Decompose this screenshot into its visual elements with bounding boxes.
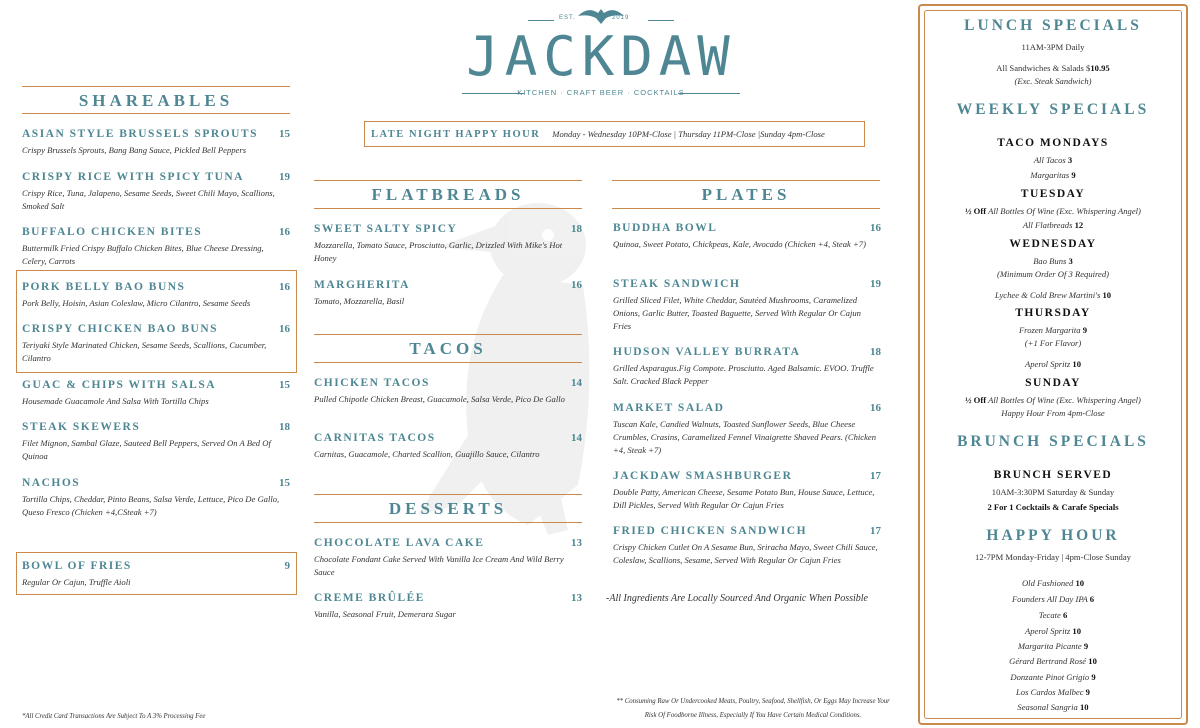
happy-hour-item xyxy=(924,626,1182,636)
item-name: CHOCOLATE LAVA CAKE xyxy=(314,537,485,549)
brunch-deal: 2 For 1 Cocktails & Carafe Specials xyxy=(987,502,1119,512)
item-price: 15 xyxy=(279,379,290,391)
hh-item-price: 10 xyxy=(1088,656,1097,666)
item-description: Double Patty, American Cheese, Sesame Potato Bun, House Sauce, Lettuce, Dill Pickles, Served With Regular Or Cajun Fries xyxy=(613,487,875,510)
late-night-title: LATE NIGHT HAPPY HOUR xyxy=(371,128,541,140)
item-description: Crispy Rice, Tuna, Jalapeno, Sesame Seeds, Sweet Chili Mayo, Scallions, Smoked Salt xyxy=(22,188,275,211)
all-tacos-line xyxy=(924,155,1182,165)
shareables-rule-bottom xyxy=(22,113,290,114)
item-name: CRISPY CHICKEN BAO BUNS xyxy=(22,323,219,335)
item-description: Buttermilk Fried Crispy Buffalo Chicken Bites, Blue Cheese Dressing, Celery, Carrots xyxy=(22,243,264,266)
plates-title: PLATES xyxy=(701,185,791,204)
hh-item-price: 10 xyxy=(1075,578,1085,588)
item-price: 16 xyxy=(279,226,290,238)
item-price: 14 xyxy=(571,432,582,444)
item-price: 14 xyxy=(571,377,582,389)
lychee-price: 10 xyxy=(1102,290,1112,300)
frozen-margarita-line xyxy=(924,325,1182,335)
menu-item xyxy=(22,421,290,463)
tacos-title: TACOS xyxy=(409,339,487,358)
menu-item xyxy=(22,477,290,519)
menu-item xyxy=(314,592,582,621)
menu-item xyxy=(613,402,881,457)
raw-food-warning-line-2: Risk Of Foodborne Illness, Especially If You Have Certain Medical Conditions. xyxy=(644,712,862,719)
item-description: Crispy Chicken Cutlet On A Sesame Bun, Sriracha Mayo, Sweet Chili Sauce, Coleslaw, Scallions, Sesame, Served With Regular Or Cajun Fries xyxy=(613,542,878,565)
menu-item xyxy=(613,525,881,567)
aperol-thursday-line xyxy=(924,359,1182,369)
item-description: Mozzarella, Tomato Sauce, Prosciutto, Garlic, Drizzled With Mike's Hot Honey xyxy=(314,240,563,263)
item-price: 16 xyxy=(870,222,881,234)
flatbreads-rule-bottom xyxy=(314,208,582,209)
late-night-hours: Monday - Wednesday 10PM-Close | Thursday 11PM-Close |Sunday 4pm-Close xyxy=(552,129,825,139)
desserts-title: DESSERTS xyxy=(388,499,508,518)
flatbreads-special-price: 12 xyxy=(1074,220,1084,230)
happy-hour-item xyxy=(924,610,1182,620)
item-price: 17 xyxy=(870,470,881,482)
item-name: GUAC & CHIPS WITH SALSA xyxy=(22,379,217,391)
happy-hour-item xyxy=(924,687,1182,697)
lychee-line xyxy=(924,290,1182,300)
item-name: MARKET SALAD xyxy=(613,402,725,414)
flatbreads-special-line xyxy=(924,220,1182,230)
item-price: 18 xyxy=(571,223,582,235)
item-description: Chocolate Fondant Cake Served With Vanilla Ice Cream And Wild Berry Sauce xyxy=(314,554,564,577)
happy-hour-hours: 12-7PM Monday-Friday | 4pm-Close Sunday xyxy=(975,552,1131,562)
item-description: Pork Belly, Hoisin, Asian Coleslaw, Micro Cilantro, Sesame Seeds xyxy=(22,298,251,308)
item-price: 19 xyxy=(279,171,290,183)
menu-item xyxy=(314,279,582,308)
lunch-specials-title: LUNCH SPECIALS xyxy=(964,17,1142,34)
lunch-deal-text: All Sandwiches & Salads $ xyxy=(996,63,1091,73)
tuesday-heading: TUESDAY xyxy=(1020,188,1086,200)
item-price: 13 xyxy=(571,592,582,604)
item-price: 15 xyxy=(279,477,290,489)
item-name: PORK BELLY BAO BUNS xyxy=(22,281,186,293)
lunch-hours: 11AM-3PM Daily xyxy=(1021,42,1085,52)
item-name: CHICKEN TACOS xyxy=(314,377,430,389)
item-name: STEAK SKEWERS xyxy=(22,421,141,433)
happy-hour-item xyxy=(924,702,1182,712)
item-description: Quinoa, Sweet Potato, Chickpeas, Kale, Avocado (Chicken +4, Steak +7) xyxy=(613,239,866,249)
item-name: BUDDHA BOWL xyxy=(613,222,718,234)
bao-buns-line xyxy=(924,256,1182,266)
plates-rule-bottom xyxy=(612,208,880,209)
item-price: 15 xyxy=(279,128,290,140)
flatbreads-rule-top xyxy=(314,180,582,181)
taco-mondays-heading: TACO MONDAYS xyxy=(997,137,1109,149)
logo-year: 2019 xyxy=(612,15,630,21)
hh-item-name: Founders All Day IPA xyxy=(1011,594,1090,604)
bao-buns-price: 3 xyxy=(1068,256,1073,266)
happy-hour-item xyxy=(924,578,1182,588)
hh-item-name: Gérard Bertrand Rosé xyxy=(1009,656,1089,666)
plates-rule-top xyxy=(612,180,880,181)
brunch-specials-title: BRUNCH SPECIALS xyxy=(957,433,1149,450)
item-price: 18 xyxy=(870,346,881,358)
tacos-rule-bottom xyxy=(314,362,582,363)
logo-rule-left xyxy=(528,20,554,21)
item-name: NACHOS xyxy=(22,477,81,489)
flavor-line: (+1 For Flavor) xyxy=(1024,338,1082,348)
sunday-wine-line xyxy=(924,395,1182,405)
item-name: BOWL OF FRIES xyxy=(22,560,132,572)
hh-item-name: Los Cardos Malbec xyxy=(1016,687,1086,697)
late-night-happy-hour-box xyxy=(364,121,865,147)
hh-item-name: Seasonal Sangria xyxy=(1017,702,1080,712)
hh-item-name: Old Fashioned xyxy=(1021,578,1076,588)
item-description: Carnitas, Guacamole, Charted Scallion, Guajillo Sauce, Cilantro xyxy=(314,449,540,459)
flatbreads-special-text: All Flatbreads xyxy=(1022,220,1075,230)
menu-item xyxy=(314,223,582,265)
bao-minimum-line: (Minimum Order Of 3 Required) xyxy=(996,269,1110,279)
item-description: Tomato, Mozzarella, Basil xyxy=(314,296,405,306)
item-name: BUFFALO CHICKEN BITES xyxy=(22,226,203,238)
item-description: Crispy Brussels Sprouts, Bang Bang Sauce, Pickled Bell Peppers xyxy=(22,145,247,155)
item-name: STEAK SANDWICH xyxy=(613,278,741,290)
menu-item xyxy=(613,222,881,251)
flatbreads-title: FLATBREADS xyxy=(371,185,525,204)
item-price: 9 xyxy=(284,560,290,572)
lychee-text: Lychee & Cold Brew Martini's xyxy=(994,290,1103,300)
hh-item-name: Margarita Picante xyxy=(1017,641,1084,651)
aperol-thursday-price: 10 xyxy=(1072,359,1082,369)
lunch-deal xyxy=(924,63,1182,73)
logo-wordmark: JACKDAW xyxy=(466,25,736,88)
item-description: Grilled Asparagus.Fig Compote. Prosciutto. Aged Balsamic. EVOO. Truffle Salt. Cracked Black Pepper xyxy=(613,363,874,386)
item-name: CREME BRÛLÉE xyxy=(314,592,425,604)
menu-item xyxy=(314,537,582,579)
item-name: ASIAN STYLE BRUSSELS SPROUTS xyxy=(22,128,258,140)
frozen-margarita-text: Frozen Margarita xyxy=(1018,325,1083,335)
tuesday-wine-text: All Bottles Of Wine (Exc. Whispering Angel) xyxy=(986,206,1141,216)
item-description: Filet Mignon, Sambal Glaze, Sauteed Bell Peppers, Served On A Bed Of Quinoa xyxy=(22,438,271,461)
menu-item xyxy=(22,560,290,589)
item-description: Teriyaki Style Marinated Chicken, Sesame Seeds, Scallions, Cucumber, Cilantro xyxy=(22,340,267,363)
hh-item-price: 6 xyxy=(1062,610,1068,620)
happy-hour-item xyxy=(924,641,1182,651)
item-description: Grilled Sliced Filet, White Cheddar, Sautéed Mushrooms, Caramelized Onions, Garlic Butter, Toasted Baguette, Served With Regular Or Cajun Fries xyxy=(613,295,861,331)
menu-item xyxy=(613,470,881,512)
item-description: Tortilla Chips, Cheddar, Pinto Beans, Salsa Verde, Lettuce, Pico De Gallo, Queso Fresco (Chicken +4,CSteak +7) xyxy=(22,494,280,517)
tuesday-wine-line xyxy=(924,206,1182,216)
margaritas-price: 9 xyxy=(1071,170,1076,180)
menu-item xyxy=(22,171,290,213)
hh-item-name: Aperol Spritz xyxy=(1024,626,1073,636)
raw-food-warning-line-1: ** Consuming Raw Or Undercooked Meats, Poultry, Seafood, Shellfish, Or Eggs May Increase Your xyxy=(616,698,890,705)
item-price: 17 xyxy=(870,525,881,537)
menu-item xyxy=(613,346,881,388)
hh-item-price: 10 xyxy=(1072,626,1082,636)
menu-item xyxy=(22,379,290,408)
item-description: Vanilla, Seasonal Fruit, Demerara Sugar xyxy=(314,609,456,619)
wednesday-heading: WEDNESDAY xyxy=(1009,238,1097,250)
logo-est: EST. xyxy=(559,15,576,21)
menu-item xyxy=(22,128,290,157)
item-name: SWEET SALTY SPICY xyxy=(314,223,458,235)
hh-item-name: Donzante Pinot Grigio xyxy=(1010,672,1092,682)
menu-item xyxy=(22,323,290,365)
menu-item xyxy=(22,226,290,268)
hh-item-name: Tecate xyxy=(1038,610,1063,620)
item-name: MARGHERITA xyxy=(314,279,410,291)
menu-item xyxy=(314,432,582,461)
item-price: 16 xyxy=(870,402,881,414)
all-tacos-price: 3 xyxy=(1067,155,1073,165)
item-price: 19 xyxy=(870,278,881,290)
sourcing-note: -All Ingredients Are Locally Sourced And Organic When Possible xyxy=(606,593,868,604)
desserts-rule-bottom xyxy=(314,522,582,523)
shareables-title: SHAREABLES xyxy=(78,91,234,110)
weekly-specials-title: WEEKLY SPECIALS xyxy=(956,101,1150,118)
happy-hour-item xyxy=(924,672,1182,682)
margaritas-text: Margaritas xyxy=(1030,170,1072,180)
item-name: FRIED CHICKEN SANDWICH xyxy=(613,525,808,537)
item-price: 16 xyxy=(279,281,290,293)
item-name: HUDSON VALLEY BURRATA xyxy=(613,346,801,358)
tacos-rule-top xyxy=(314,334,582,335)
item-name: CARNITAS TACOS xyxy=(314,432,436,444)
sunday-off: ½ Off xyxy=(965,395,987,405)
item-price: 18 xyxy=(279,421,290,433)
hh-item-price: 9 xyxy=(1083,641,1089,651)
hh-item-price: 10 xyxy=(1079,702,1089,712)
sunday-happy-hour-line: Happy Hour From 4pm-Close xyxy=(1001,408,1105,418)
item-price: 16 xyxy=(279,323,290,335)
brunch-hours: 10AM-3:30PM Saturday & Sunday xyxy=(991,487,1115,497)
hh-item-price: 9 xyxy=(1091,672,1096,682)
logo-rule-right xyxy=(648,20,674,21)
item-description: Pulled Chipotle Chicken Breast, Guacamole, Salsa Verde, Pico De Gallo xyxy=(314,394,565,404)
item-price: 16 xyxy=(571,279,582,291)
sunday-heading: SUNDAY xyxy=(1025,377,1081,389)
item-name: JACKDAW SMASHBURGER xyxy=(613,470,793,482)
happy-hour-item xyxy=(924,656,1182,666)
logo-tagline: KITCHEN · CRAFT BEER · COCKTAILS xyxy=(517,88,685,97)
item-price: 13 xyxy=(571,537,582,549)
all-tacos-text: All Tacos xyxy=(1033,155,1068,165)
bao-buns-text: Bao Buns xyxy=(1033,256,1069,266)
aperol-thursday-text: Aperol Spritz xyxy=(1024,359,1073,369)
sunday-wine-text: All Bottles Of Wine (Exc. Whispering Angel) xyxy=(986,395,1141,405)
happy-hour-title: HAPPY HOUR xyxy=(986,527,1120,544)
menu-item xyxy=(22,281,290,310)
lunch-exception: (Exc. Steak Sandwich) xyxy=(1014,76,1092,86)
item-description: Tuscan Kale, Candied Walnuts, Toasted Sunflower Seeds, Blue Cheese Crumbles, Crasins, Caramelized Fennel Vinaigrette Shaved Pears. (Chicken +4, Steak +7) xyxy=(613,419,877,455)
tuesday-off: ½ Off xyxy=(965,206,987,216)
hh-item-price: 9 xyxy=(1085,687,1090,697)
happy-hour-item xyxy=(924,594,1182,604)
brunch-served-heading: BRUNCH SERVED xyxy=(993,469,1113,481)
hh-item-price: 6 xyxy=(1089,594,1095,604)
credit-card-note: *All Credit Card Transactions Are Subject To A 3% Processing Fee xyxy=(22,713,206,720)
menu-item xyxy=(613,278,881,333)
menu-item xyxy=(314,377,582,406)
item-description: Regular Or Cajun, Truffle Aioli xyxy=(22,577,131,587)
shareables-rule-top xyxy=(22,86,290,87)
desserts-rule-top xyxy=(314,494,582,495)
frozen-margarita-price: 9 xyxy=(1082,325,1088,335)
lunch-price: 10.95 xyxy=(1090,63,1110,73)
item-name: CRISPY RICE WITH SPICY TUNA xyxy=(22,171,244,183)
thursday-heading: THURSDAY xyxy=(1015,307,1091,319)
margaritas-line xyxy=(924,170,1182,180)
item-description: Housemade Guacamole And Salsa With Tortilla Chips xyxy=(22,396,209,406)
